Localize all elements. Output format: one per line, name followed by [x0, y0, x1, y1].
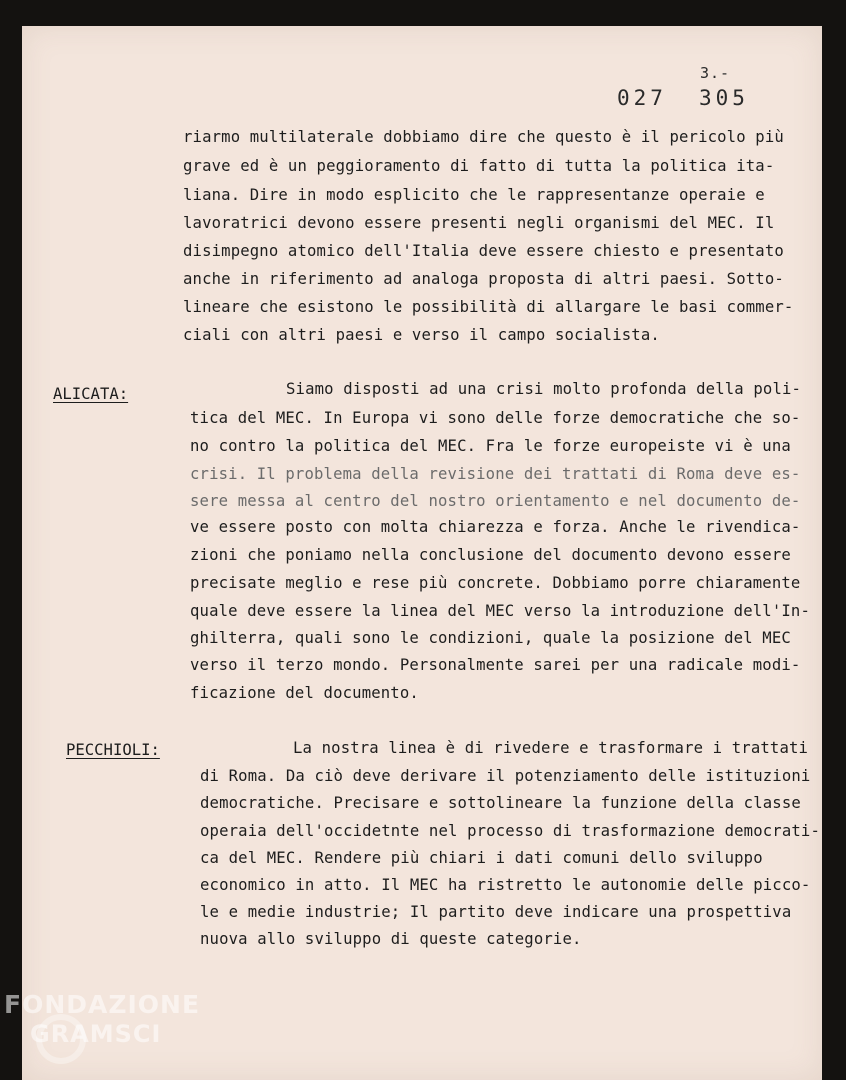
pecchioli-line: ca del MEC. Rendere più chiari i dati comuni dello sviluppo — [200, 849, 763, 867]
alicata-line: ghilterra, quali sono le condizioni, quale la posizione del MEC — [190, 629, 791, 647]
alicata-line: quale deve essere la linea del MEC verso la introduzione dell'In- — [190, 602, 810, 620]
alicata-line: tica del MEC. In Europa vi sono delle forze democratiche che so- — [190, 409, 801, 427]
pecchioli-line: La nostra linea è di rivedere e trasformare i trattati — [293, 739, 809, 757]
alicata-line: Siamo disposti ad una crisi molto profonda della poli- — [286, 380, 802, 398]
watermark-line2: GRAMSCI — [30, 1020, 162, 1048]
alicata-line: zioni che poniamo nella conclusione del documento devono essere — [190, 546, 791, 564]
watermark-line1: FONDAZIONE — [4, 990, 201, 1019]
alicata-line: sere messa al centro del nostro orientamento e nel documento de- — [190, 492, 801, 510]
page-number: 3.- — [700, 64, 731, 82]
intro-line: disimpegno atomico dell'Italia deve essere chiesto e presentato — [183, 242, 784, 260]
alicata-line: verso il terzo mondo. Personalmente sarei per una radicale modi- — [190, 656, 801, 674]
speaker-pecchioli: PECCHIOLI: — [66, 741, 160, 759]
alicata-line: no contro la politica del MEC. Fra le forze europeiste vi è una — [190, 437, 791, 455]
archive-number-a: 027 — [617, 86, 667, 110]
pecchioli-line: nuova allo sviluppo di queste categorie. — [200, 930, 582, 948]
alicata-line: precisate meglio e rese più concrete. Dobbiamo porre chiaramente — [190, 574, 801, 592]
alicata-line: ve essere posto con molta chiarezza e forza. Anche le rivendica- — [190, 518, 801, 536]
pecchioli-line: operaia dell'occidetnte nel processo di trasformazione democrati- — [200, 822, 820, 840]
intro-line: riarmo multilaterale dobbiamo dire che questo è il pericolo più — [183, 128, 784, 146]
pecchioli-line: economico in atto. Il MEC ha ristretto le autonomie delle picco- — [200, 876, 811, 894]
alicata-line: ficazione del documento. — [190, 684, 419, 702]
pecchioli-line: democratiche. Precisare e sottolineare la funzione della classe — [200, 794, 801, 812]
intro-line: ciali con altri paesi e verso il campo socialista. — [183, 326, 660, 344]
intro-line: grave ed è un peggioramento di fatto di tutta la politica ita- — [183, 157, 775, 175]
archive-number-b: 305 — [699, 86, 749, 110]
intro-line: liana. Dire in modo esplicito che le rappresentanze operaie e — [183, 186, 765, 204]
speaker-alicata: ALICATA: — [53, 385, 129, 403]
intro-line: lavoratrici devono essere presenti negli organismi del MEC. Il — [183, 214, 775, 232]
fondazione-gramsci-watermark — [4, 990, 224, 1070]
pecchioli-line: di Roma. Da ciò deve derivare il potenziamento delle istituzioni — [200, 767, 811, 785]
intro-line: lineare che esistono le possibilità di allargare le basi commer- — [183, 298, 794, 316]
alicata-line: crisi. Il problema della revisione dei trattati di Roma deve es- — [190, 465, 801, 483]
intro-line: anche in riferimento ad analoga proposta di altri paesi. Sotto- — [183, 270, 784, 288]
pecchioli-line: le e medie industrie; Il partito deve indicare una prospettiva — [200, 903, 792, 921]
